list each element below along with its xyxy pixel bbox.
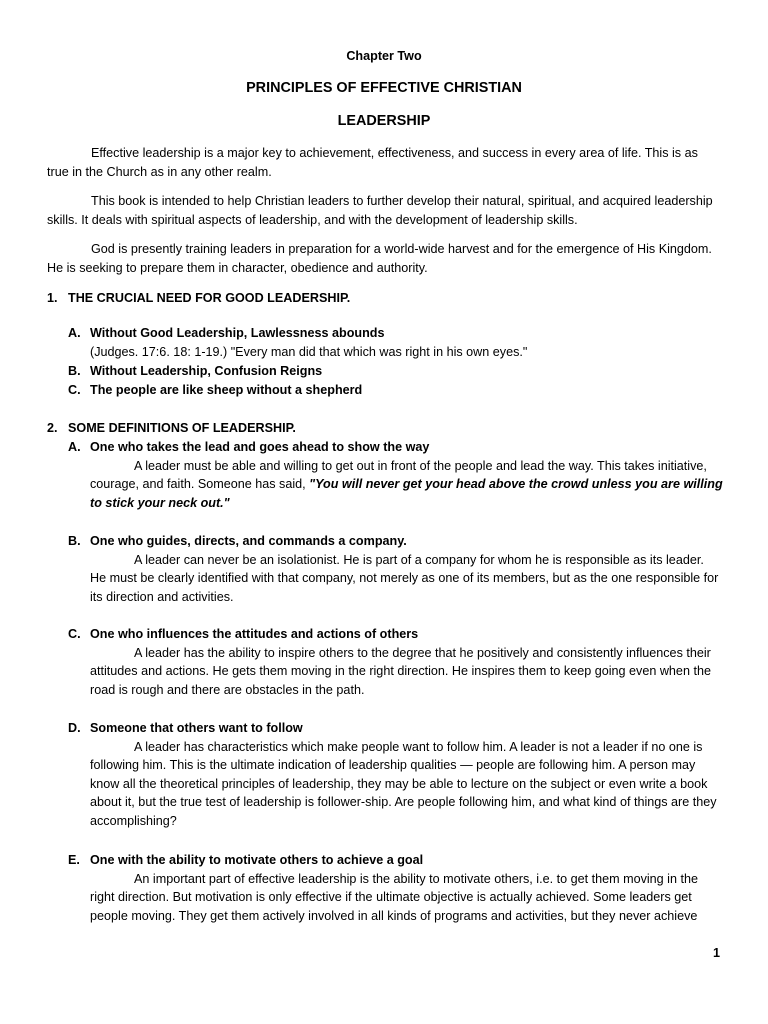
item-body: A leader must be able and willing to get out in front of the people and lead the way. This takes initiative, courage, and faith. Someone has said, "You will never get your head above the crowd unless you are willing to stick your neck out.": [90, 458, 723, 510]
section-number: 2.: [47, 421, 58, 435]
intro-paragraph-1: Effective leadership is a major key to achievement, effectiveness, and success in every area of life. This is as true in the Church as in any other realm.: [47, 146, 698, 179]
item-heading: One who takes the lead and goes ahead to show the way: [90, 440, 430, 454]
section-2-item-c: [68, 625, 723, 699]
item-heading: Without Good Leadership, Lawlessness abounds: [90, 326, 385, 340]
item-label: B.: [68, 534, 81, 548]
item-label: A.: [68, 326, 81, 340]
chapter-label: Chapter Two: [346, 49, 422, 63]
page-number: 1: [712, 946, 720, 960]
section-1-item-a: [68, 324, 723, 361]
item-body: A leader has characteristics which make people want to follow him. A leader is not a leader if no one is following him. This is the ultimate indication of leadership qualities — people are following him. A person may know all the theoretical principles of leadership, they may be able to lecture on the subject or even write a book about it, but the true test of leadership is follower-ship. Are people following him, and what kind of things are they accomplishing?: [90, 739, 717, 828]
item-citation: (Judges. 17:6. 18: 1-19.) "Every man did that which was right in his own eyes.": [90, 344, 528, 359]
item-heading: Without Leadership, Confusion Reigns: [90, 364, 323, 378]
section-2-item-a: [68, 438, 723, 512]
item-quote: "You will never get your head above the crowd unless you are willing to stick your neck out.": [90, 477, 723, 510]
item-label: C.: [68, 383, 81, 397]
section-1-item-c: [68, 381, 723, 400]
item-heading: One with the ability to motivate others to achieve a goal: [90, 853, 424, 867]
chapter-title-line-2: LEADERSHIP: [337, 113, 431, 129]
intro-paragraph-2: This book is intended to help Christian leaders to further develop their natural, spiritual, and acquired leadership skills. It deals with spiritual aspects of leadership, and with the development of leadership skills.: [47, 194, 713, 227]
item-label: D.: [68, 721, 81, 735]
item-label: E.: [68, 853, 80, 867]
item-label: B.: [68, 364, 81, 378]
section-number: 1.: [47, 291, 58, 305]
section-1-item-b: [68, 362, 723, 381]
section-title: SOME DEFINITIONS OF LEADERSHIP.: [68, 421, 296, 435]
chapter-title-line-1: PRINCIPLES OF EFFECTIVE CHRISTIAN: [246, 80, 522, 96]
intro-paragraph-3: God is presently training leaders in preparation for a world-wide harvest and for the emergence of His Kingdom. He is seeking to prepare them in character, obedience and authority.: [47, 242, 712, 275]
item-body: A leader has the ability to inspire others to the degree that he positively and consistently influences their attitudes and actions. He gets them moving in the right direction. He inspires them to keep going even when the road is rough and there are obstacles in the path.: [90, 645, 711, 697]
item-heading: The people are like sheep without a shepherd: [90, 383, 363, 397]
section-title: THE CRUCIAL NEED FOR GOOD LEADERSHIP.: [68, 291, 351, 305]
item-heading: One who guides, directs, and commands a company.: [90, 534, 407, 548]
section-2-item-b: [68, 532, 723, 606]
section-2-heading: [47, 419, 296, 438]
section-2-item-d: [68, 719, 723, 831]
section-2-item-e: [68, 851, 723, 925]
item-body: An important part of effective leadership is the ability to motivate others, i.e. to get them moving in the right direction. But motivation is only effective if the ultimate objective is actually achieved. Some leaders get people moving. They get them actively involved in all kinds of programs and activities, but they never achieve: [90, 871, 698, 923]
item-body: A leader can never be an isolationist. He is part of a company for whom he is responsible as its leader. He must be clearly identified with that company, not merely as one of its members, but as the one responsible for its direction and activities.: [90, 552, 719, 604]
item-label: C.: [68, 627, 81, 641]
item-label: A.: [68, 440, 81, 454]
item-heading: One who influences the attitudes and actions of others: [90, 627, 419, 641]
section-1-heading: [47, 289, 350, 308]
item-heading: Someone that others want to follow: [90, 721, 303, 735]
